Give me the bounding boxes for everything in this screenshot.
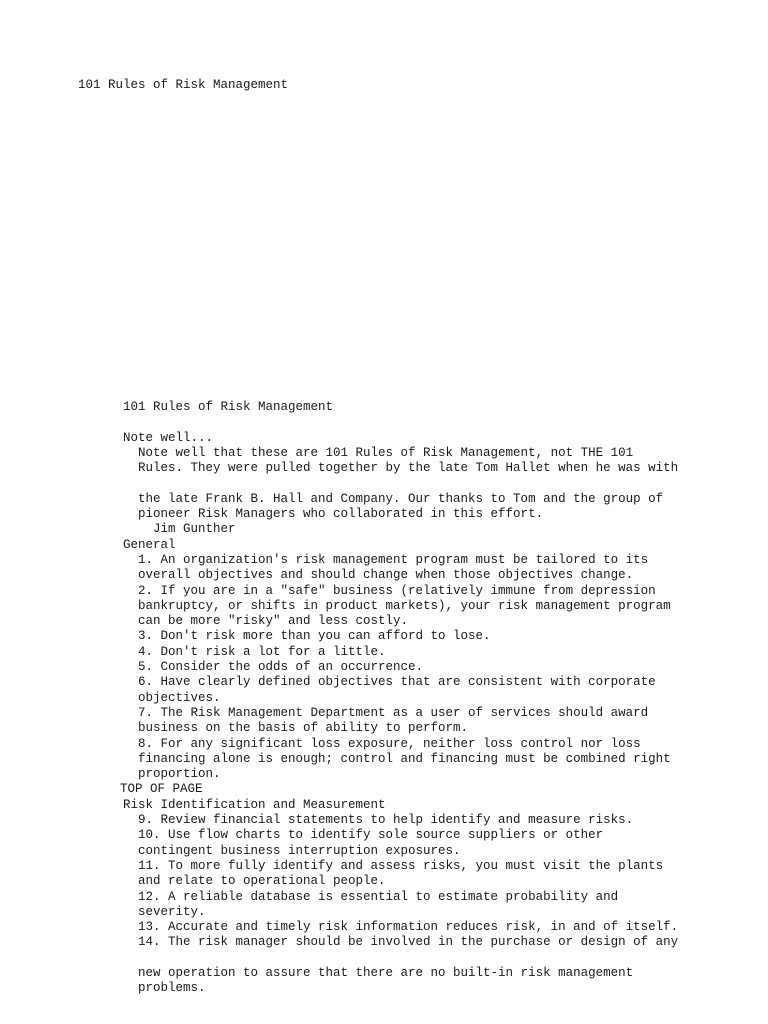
rule-line: 1. An organization's risk management program must be tailored to its [138, 552, 649, 567]
rule-line: 10. Use flow charts to identify sole source suppliers or other [138, 828, 604, 843]
rule-line: proportion. [138, 767, 221, 782]
note-line: the late Frank B. Hall and Company. Our thanks to Tom and the group of [138, 491, 664, 506]
rule-line: 8. For any significant loss exposure, neither loss control nor loss [138, 736, 641, 751]
rule-line: financing alone is enough; control and financing must be combined right [138, 751, 671, 766]
rule-line: 13. Accurate and timely risk information reduces risk, in and of itself. [138, 920, 679, 935]
note-line: Note well that these are 101 Rules of Risk Management, not THE 101 [138, 445, 634, 460]
note-line: pioneer Risk Managers who collaborated in this effort. [138, 507, 544, 522]
rule-line: severity. [138, 904, 206, 919]
note-signature: Jim Gunther [153, 522, 236, 537]
rule-line: 6. Have clearly defined objectives that are consistent with corporate [138, 675, 656, 690]
document-body [120, 400, 753, 997]
rule-line: 9. Review financial statements to help identify and measure risks. [138, 813, 634, 828]
spacer [123, 476, 753, 491]
rule-line: 2. If you are in a "safe" business (relatively immune from depression [138, 583, 656, 598]
section-heading-risk-identification: Risk Identification and Measurement [123, 797, 386, 812]
rule-line: and relate to operational people. [138, 874, 386, 889]
rule-line: bankruptcy, or shifts in product markets), your risk management program [138, 598, 671, 613]
top-of-page-link[interactable]: TOP OF PAGE [120, 782, 203, 797]
rule-line: 12. A reliable database is essential to estimate probability and [138, 889, 619, 904]
rule-line: new operation to assure that there are no built-in risk management [138, 965, 634, 980]
spacer [123, 415, 753, 430]
spacer [123, 951, 753, 966]
rule-line: 3. Don't risk more than you can afford to lose. [138, 629, 491, 644]
rule-line: objectives. [138, 690, 221, 705]
section-heading-general: General [123, 537, 176, 552]
rule-line: can be more "risky" and less costly. [138, 614, 409, 629]
rule-line: problems. [138, 981, 206, 996]
rule-line: 7. The Risk Management Department as a user of services should award [138, 705, 649, 720]
rule-line: 5. Consider the odds of an occurrence. [138, 660, 424, 675]
rule-line: business on the basis of ability to perform. [138, 721, 469, 736]
rule-line: contingent business interruption exposures. [138, 843, 461, 858]
rule-line: 4. Don't risk a lot for a little. [138, 644, 386, 659]
note-heading: Note well... [123, 430, 214, 445]
rule-line: 14. The risk manager should be involved in the purchase or design of any [138, 935, 679, 950]
note-line: Rules. They were pulled together by the late Tom Hallet when he was with [138, 461, 679, 476]
rule-line: 11. To more fully identify and assess risks, you must visit the plants [138, 858, 664, 873]
rule-line: overall objectives and should change when those objectives change. [138, 568, 634, 583]
document-heading: 101 Rules of Risk Management [123, 400, 334, 414]
page-title: 101 Rules of Risk Management [78, 78, 289, 92]
